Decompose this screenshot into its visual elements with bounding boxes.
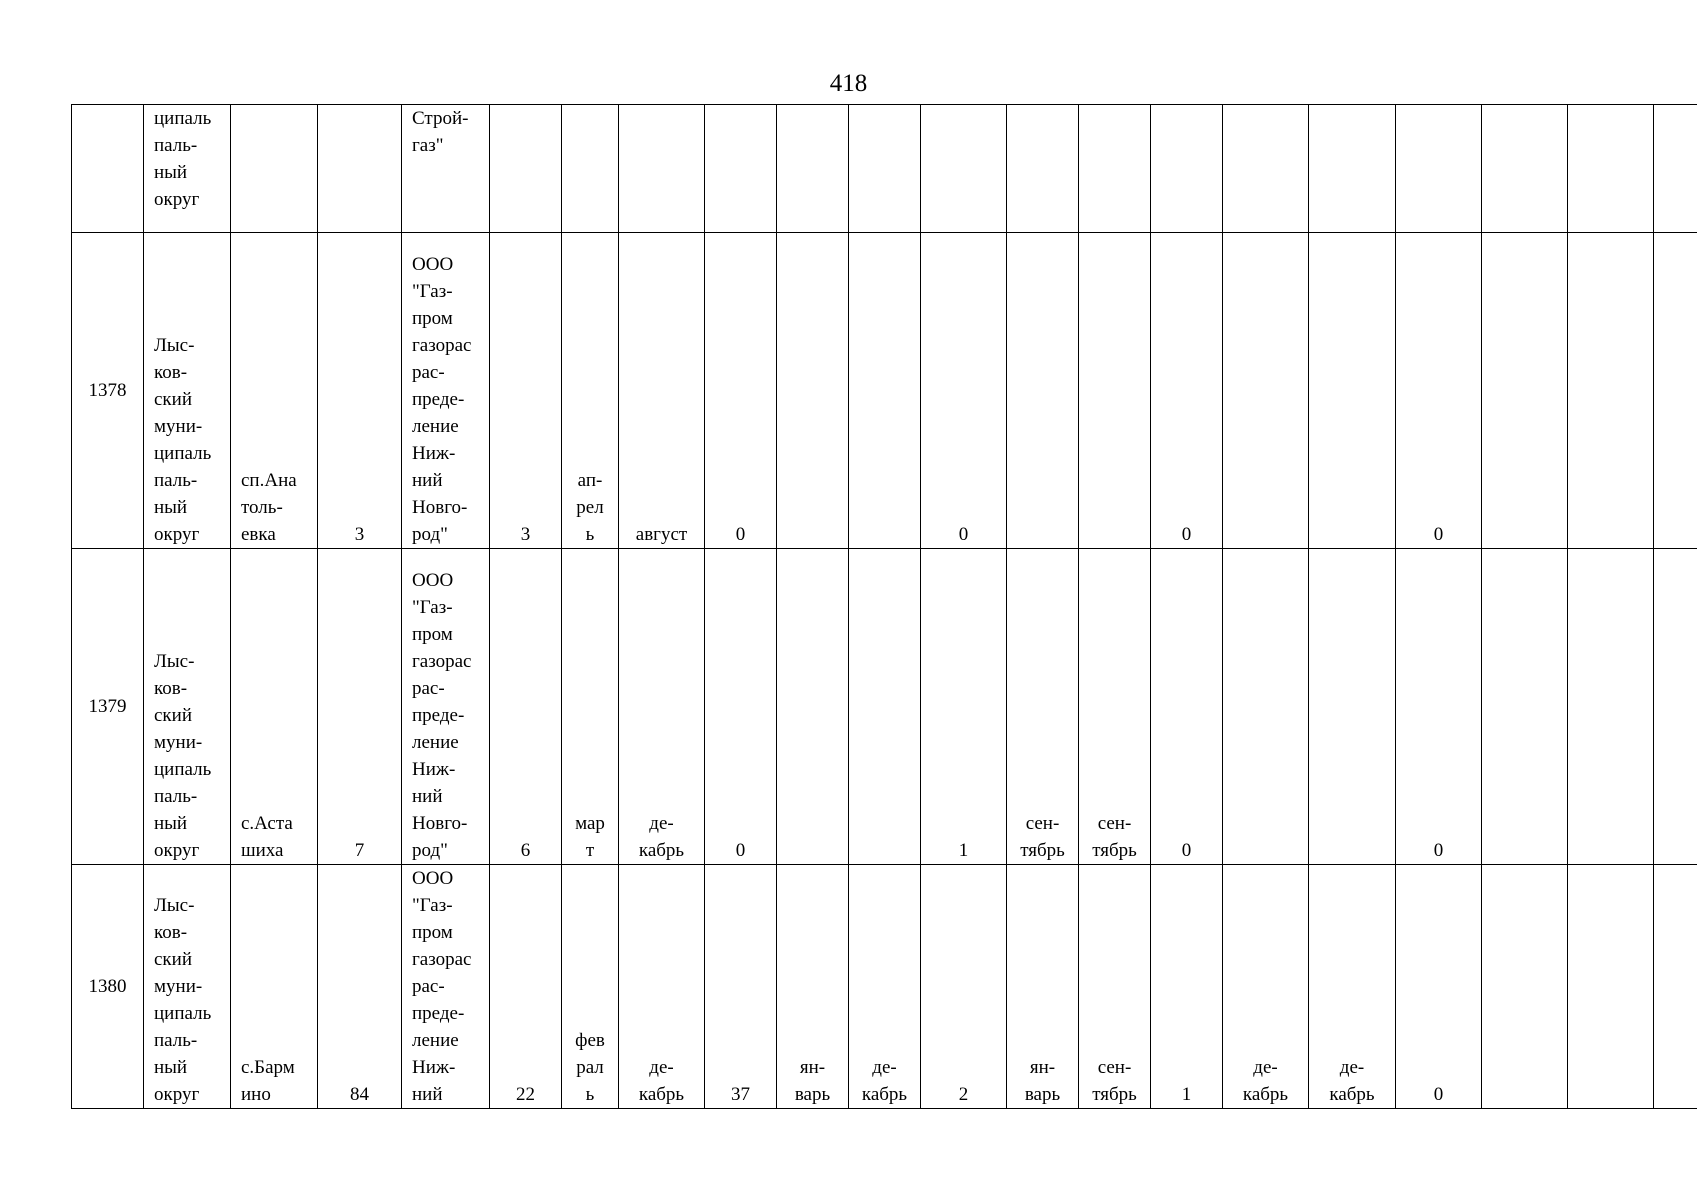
- cell-text: ян- варь: [794, 1057, 831, 1105]
- table-cell-col-13: [1007, 549, 1079, 865]
- cell-text: 0: [1433, 1084, 1444, 1105]
- cell-text: сен- тябрь: [1092, 813, 1137, 861]
- table-cell-col-7: [562, 233, 619, 549]
- table-cell-col-6: [490, 865, 562, 1109]
- cell-text: 1: [1181, 1084, 1192, 1105]
- organization-cell: [402, 233, 490, 549]
- table-cell-col-8: [619, 865, 705, 1109]
- table-cell-col-9: [705, 105, 777, 233]
- table-cell-col-19: [1482, 865, 1568, 1109]
- table-cell-col-18: [1396, 865, 1482, 1109]
- table-cell-col-10: [777, 233, 849, 549]
- table-cell-col-17: [1309, 233, 1396, 549]
- table-cell-col-11: [849, 105, 921, 233]
- cell-text: 0: [1433, 524, 1444, 545]
- cell-text: 3: [520, 524, 531, 545]
- cell-text: Лыс- ков- ский муни- ципаль паль- ный округ: [154, 895, 212, 1105]
- cell-text: сен- тябрь: [1020, 813, 1065, 861]
- table-cell-col-13: [1007, 105, 1079, 233]
- cell-text: 1380: [88, 976, 127, 997]
- table-cell-col-8: [619, 233, 705, 549]
- table-cell-col-12: [921, 549, 1007, 865]
- gasification-schedule-table: [71, 104, 1697, 1109]
- cell-text: 0: [735, 524, 746, 545]
- table-cell-col-20: [1568, 233, 1654, 549]
- cell-text: ООО "Газ- пром газорас рас- преде- ление Ниж- ний Новго- род": [412, 570, 472, 861]
- cell-text: 37: [731, 1084, 750, 1105]
- table-cell-col-9: [705, 549, 777, 865]
- cell-text: 1378: [88, 380, 127, 401]
- table-cell-col-12: [921, 105, 1007, 233]
- table-cell-col-21: [1654, 865, 1697, 1109]
- cell-text: Лыс- ков- ский муни- ципаль паль- ный округ: [154, 651, 212, 861]
- locality-cell: [231, 233, 318, 549]
- locality-cell: [231, 549, 318, 865]
- table-cell-col-14: [1079, 233, 1151, 549]
- district-cell: [144, 865, 231, 1109]
- table-cell-col-6: [490, 549, 562, 865]
- table-cell-col-16: [1223, 549, 1309, 865]
- table-cell-col-9: [705, 233, 777, 549]
- table-row: [72, 105, 1697, 233]
- row-number: [72, 865, 144, 1109]
- table-cell-col-8: [619, 549, 705, 865]
- cell-text: Строй- газ": [412, 108, 469, 156]
- table-cell-col-21: [1654, 233, 1697, 549]
- table-cell-col-17: [1309, 549, 1396, 865]
- district-cell: [144, 233, 231, 549]
- table-cell-col-8: [619, 105, 705, 233]
- cell-text: с.Аста шиха: [241, 813, 293, 861]
- table-cell-col-15: [1151, 549, 1223, 865]
- cell-text: ООО "Газ- пром газорас рас- преде- ление Ниж- ний Новго- род": [412, 254, 472, 545]
- table-cell-col-15: [1151, 233, 1223, 549]
- cell-text: ООО "Газ- пром газорас рас- преде- ление Ниж- ний: [412, 868, 472, 1105]
- table-cell-col-7: [562, 549, 619, 865]
- cell-text: сен- тябрь: [1092, 1057, 1137, 1105]
- table-cell-col-17: [1309, 865, 1396, 1109]
- table-cell-col-12: [921, 865, 1007, 1109]
- cell-text: де- кабрь: [1242, 1057, 1289, 1105]
- table-cell-col-18: [1396, 105, 1482, 233]
- row-number: [72, 233, 144, 549]
- table-cell-col-18: [1396, 233, 1482, 549]
- table-row: [72, 549, 1697, 865]
- table-cell-col-7: [562, 105, 619, 233]
- table-cell-col-11: [849, 233, 921, 549]
- cell-text: 7: [354, 840, 365, 861]
- cell-text: 3: [354, 524, 365, 545]
- cell-text: с.Барм ино: [241, 1057, 295, 1105]
- count-cell: [318, 105, 402, 233]
- cell-text: ап- рел ь: [576, 470, 604, 545]
- cell-text: сп.Ана толь- евка: [241, 470, 297, 545]
- table-cell-col-19: [1482, 549, 1568, 865]
- cell-text: август: [635, 524, 688, 545]
- cell-text: 0: [1433, 840, 1444, 861]
- table-cell-col-6: [490, 105, 562, 233]
- cell-text: 84: [350, 1084, 369, 1105]
- table-cell-col-14: [1079, 105, 1151, 233]
- table-cell-col-19: [1482, 105, 1568, 233]
- cell-text: фев рал ь: [575, 1030, 605, 1105]
- cell-text: ян- варь: [1024, 1057, 1061, 1105]
- table-row: [72, 233, 1697, 549]
- locality-cell: [231, 105, 318, 233]
- cell-text: 2: [958, 1084, 969, 1105]
- table-cell-col-20: [1568, 865, 1654, 1109]
- table-cell-col-11: [849, 865, 921, 1109]
- table-cell-col-16: [1223, 233, 1309, 549]
- table-cell-col-21: [1654, 549, 1697, 865]
- table-cell-col-18: [1396, 549, 1482, 865]
- table-cell-col-10: [777, 105, 849, 233]
- row-number: [72, 549, 144, 865]
- cell-text: 1: [958, 840, 969, 861]
- table-cell-col-16: [1223, 105, 1309, 233]
- row-number: [72, 105, 144, 233]
- table-cell-col-11: [849, 549, 921, 865]
- cell-text: Лыс- ков- ский муни- ципаль паль- ный округ: [154, 335, 212, 545]
- district-cell: [144, 549, 231, 865]
- table-cell-col-14: [1079, 865, 1151, 1109]
- table-cell-col-10: [777, 549, 849, 865]
- cell-text: де- кабрь: [638, 1057, 685, 1105]
- organization-cell: [402, 105, 490, 233]
- cell-text: мар т: [575, 813, 605, 861]
- table-cell-col-17: [1309, 105, 1396, 233]
- cell-text: 6: [520, 840, 531, 861]
- cell-text: 22: [516, 1084, 535, 1105]
- table-cell-col-6: [490, 233, 562, 549]
- page-number: 418: [829, 70, 868, 97]
- table-cell-col-21: [1654, 105, 1697, 233]
- cell-text: де- кабрь: [1329, 1057, 1375, 1105]
- organization-cell: [402, 549, 490, 865]
- table-cell-col-15: [1151, 865, 1223, 1109]
- table-cell-col-9: [705, 865, 777, 1109]
- count-cell: [318, 865, 402, 1109]
- cell-text: 0: [1181, 524, 1192, 545]
- table-cell-col-10: [777, 865, 849, 1109]
- table-cell-col-14: [1079, 549, 1151, 865]
- table-cell-col-16: [1223, 865, 1309, 1109]
- count-cell: [318, 233, 402, 549]
- cell-text: 0: [1181, 840, 1192, 861]
- table-cell-col-13: [1007, 865, 1079, 1109]
- count-cell: [318, 549, 402, 865]
- cell-text: 1379: [88, 696, 127, 717]
- cell-text: ципаль паль- ный округ: [154, 108, 212, 210]
- district-cell: [144, 105, 231, 233]
- table-cell-col-13: [1007, 233, 1079, 549]
- table-cell-col-15: [1151, 105, 1223, 233]
- locality-cell: [231, 865, 318, 1109]
- table-cell-col-19: [1482, 233, 1568, 549]
- table-cell-col-7: [562, 865, 619, 1109]
- organization-cell: [402, 865, 490, 1109]
- cell-text: 0: [958, 524, 969, 545]
- table-cell-col-20: [1568, 105, 1654, 233]
- table-cell-col-12: [921, 233, 1007, 549]
- table-cell-col-20: [1568, 549, 1654, 865]
- cell-text: де- кабрь: [638, 813, 685, 861]
- table-row: [72, 865, 1697, 1109]
- cell-text: де- кабрь: [861, 1057, 908, 1105]
- cell-text: 0: [735, 840, 746, 861]
